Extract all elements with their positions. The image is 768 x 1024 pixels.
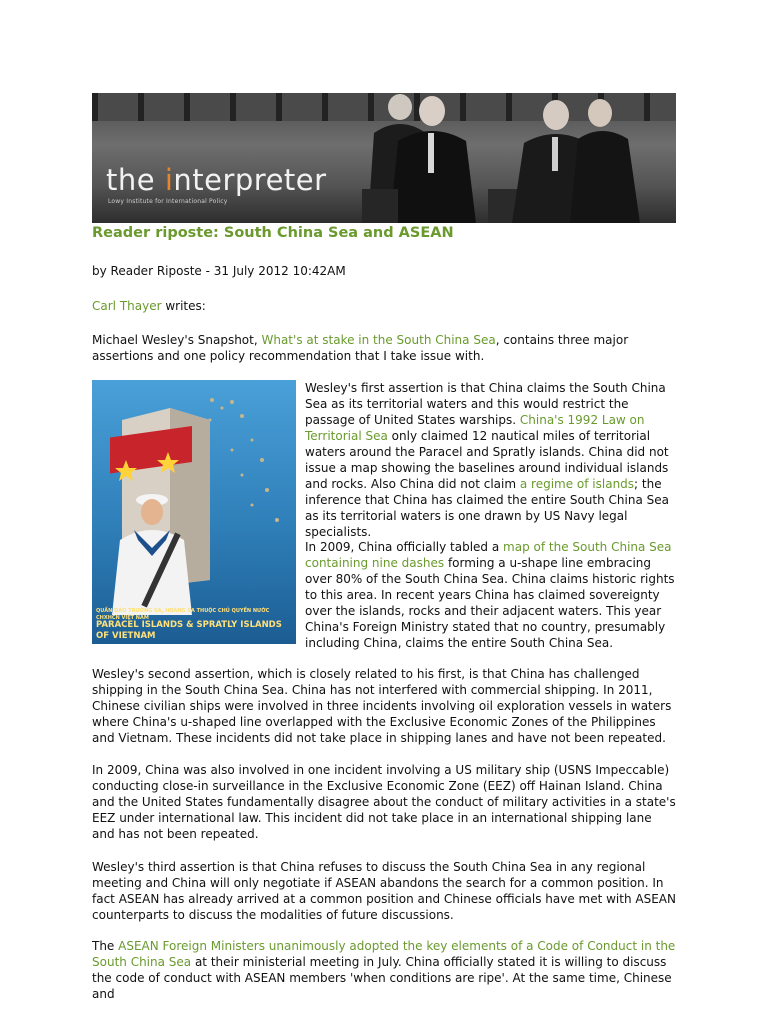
intro-text-2: , contains three major assertions and one policy recommendation that I take issue with. xyxy=(92,333,629,363)
p2-text-2: forming a u-shape line embracing over 80% of the South China Sea. China claims historic rights to this area. In recent years China has claimed sovereignty over the islands, rocks and their adjacent waters. This year China's Foreign Ministry stated that no country, presumably including China, claims the entire South China Sea. xyxy=(305,556,675,650)
article-poster-image xyxy=(92,380,296,644)
article-title: Reader riposte: South China Sea and ASEAN xyxy=(92,225,454,241)
p1-link-law[interactable]: China's 1992 Law on Territorial Sea xyxy=(305,413,645,443)
logo-text-after: nterpreter xyxy=(173,163,327,197)
paragraph-3: Wesley's second assertion, which is closely related to his first, is that China has challenged shipping in the South China Sea. China has not interfered with commercial shipping. In 2011, Chinese civilian ships were involved in three incidents involving oil exploration vessels in waters where China's u-shaped line overlapped with the Exclusive Economic Zones of the Philippines and Vietnam. These incidents did not take place in shipping lanes and have not been repeated. xyxy=(92,667,672,745)
site-tagline: Lowy Institute for International Policy xyxy=(108,198,228,205)
intro-text-1: Michael Wesley's Snapshot, xyxy=(92,333,262,347)
p1-text-3: ; the inference that China has claimed the entire South China Sea as its territorial waters is one drawn by US Navy legal specialists. xyxy=(305,477,669,539)
header-banner[interactable] xyxy=(92,93,676,223)
p1-text-2: only claimed 12 nautical miles of territorial waters around the Paracel and Spratly islands. China did not issue a map showing the baselines around individual islands and rocks. Also China did not claim xyxy=(305,429,669,491)
paragraph-5: Wesley's third assertion is that China refuses to discuss the South China Sea in any regional meeting and China will only negotiate if ASEAN abandons the search for a common position. In fact ASEAN has already arrived at a common position and Chinese officials have met with ASEAN counterparts to discuss the modalities of future discussions. xyxy=(92,860,676,922)
p1-link-regime[interactable]: a regime of islands xyxy=(519,477,635,491)
logo-accent-letter: i xyxy=(164,163,174,197)
paragraph-4: In 2009, China was also involved in one incident involving a US military ship (USNS Impeccable) conducting close-in surveillance in the Exclusive Economic Zone (EEZ) off Hainan Island. China and the United States fundamentally disagree about the conduct of military activities in a state's EEZ under international law. This incident did not take place in an international shipping lane and has not been repeated. xyxy=(92,763,676,841)
author-suffix: writes: xyxy=(161,299,206,313)
logo-text-before: the xyxy=(106,163,165,197)
p2-text-1: In 2009, China officially tabled a xyxy=(305,540,504,554)
poster-caption-big: PARACEL ISLANDS & SPRATLY ISLANDS OF VIETNAM xyxy=(96,620,282,641)
author-link[interactable]: Carl Thayer xyxy=(92,299,162,313)
article-byline: by Reader Riposte - 31 July 2012 10:42AM xyxy=(92,264,346,278)
poster-illustration xyxy=(92,380,296,644)
poster-caption-small: QUẦN ĐẢO TRƯỜNG SA, HOÀNG SA THUỘC CHỦ QUYỀN NƯỚC CHXHCN VIỆT NAM xyxy=(96,608,270,621)
p6-text-2: at their ministerial meeting in July. China officially stated it is willing to discuss the code of conduct with ASEAN members 'when conditions are ripe'. At the same time, Chinese and xyxy=(92,955,672,1001)
paragraph-6 xyxy=(92,938,676,1002)
paragraph-2 xyxy=(305,539,677,651)
p1-text-1: Wesley's first assertion is that China claims the South China Sea as its territorial waters and this would restrict the passage of United States warships. xyxy=(305,381,666,427)
author-line xyxy=(92,299,206,313)
intro-paragraph xyxy=(92,332,676,364)
page xyxy=(92,93,676,1001)
paragraph-1 xyxy=(305,380,677,540)
site-logo[interactable] xyxy=(106,163,327,197)
p6-text-1: The xyxy=(92,939,119,953)
intro-link[interactable]: What's at stake in the South China Sea xyxy=(261,333,496,347)
p6-link-asean[interactable]: ASEAN Foreign Ministers unanimously adopted the key elements of a Code of Conduct in the South China Sea xyxy=(92,939,676,969)
p2-link-map[interactable]: map of the South China Sea containing nine dashes xyxy=(305,540,672,570)
